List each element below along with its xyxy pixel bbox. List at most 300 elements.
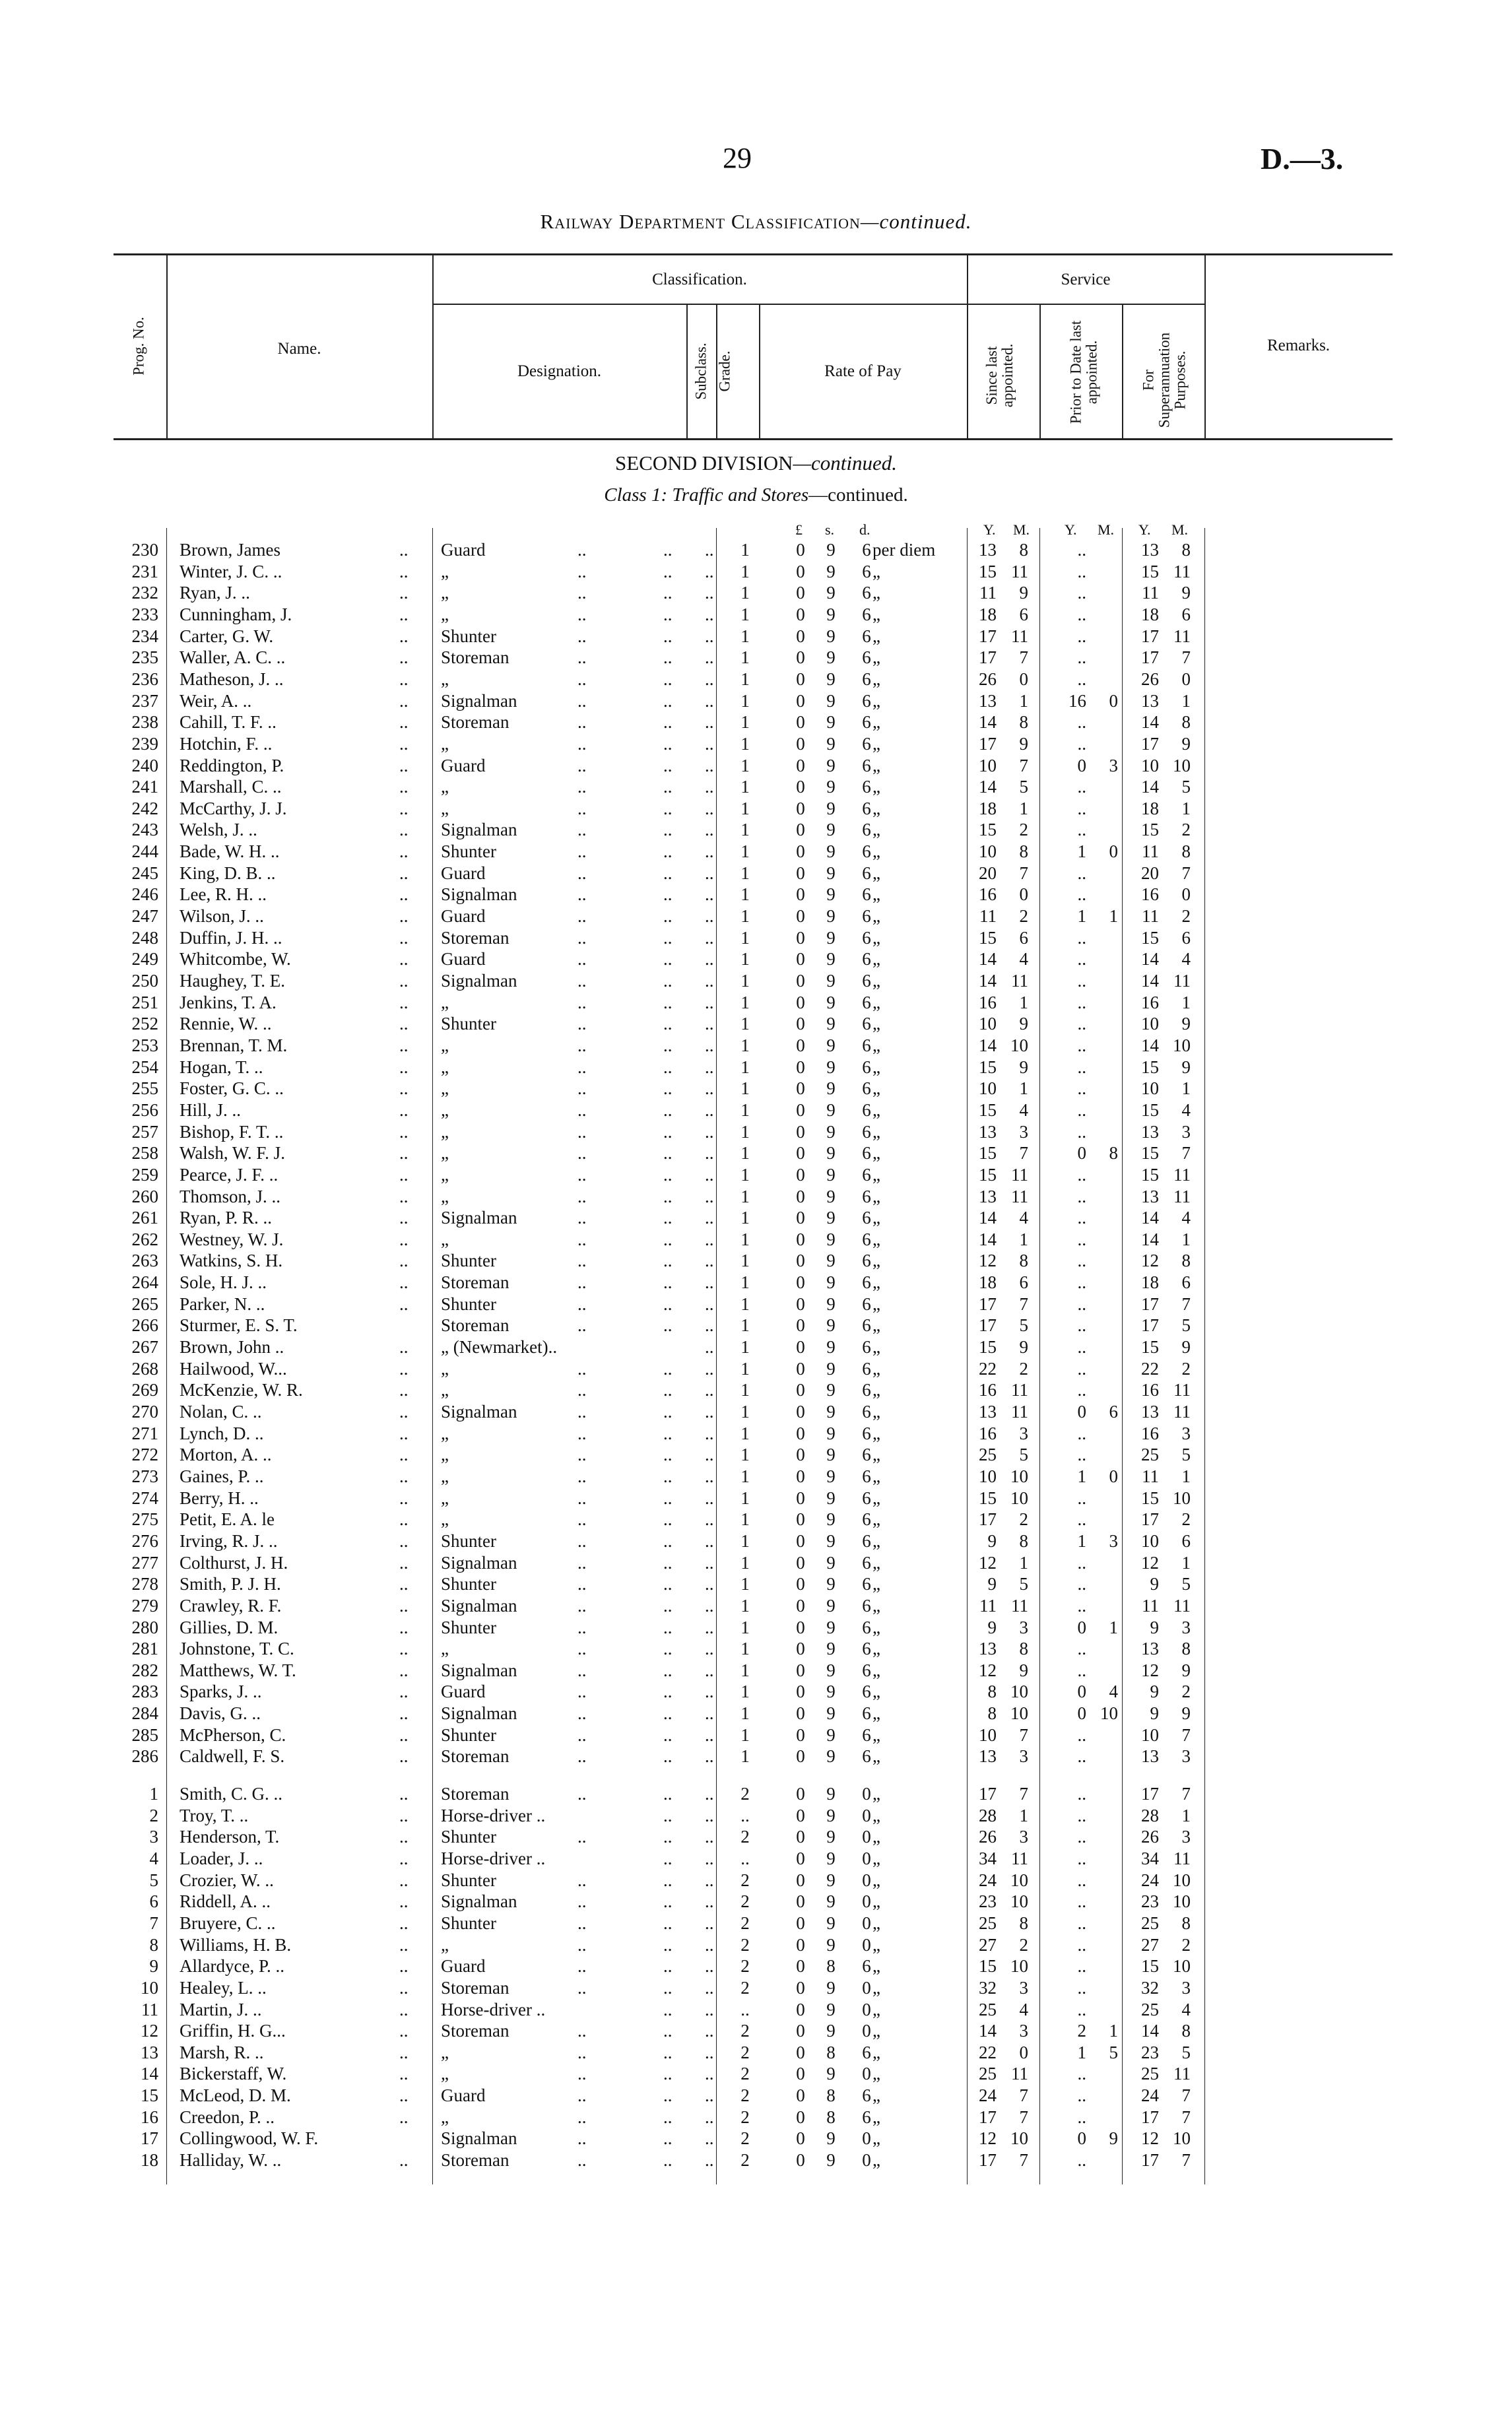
superannuation-years: 10 [1141,1724,1159,1745]
superannuation-months: 5 [1181,1315,1191,1336]
leader-dots: .. [663,583,673,603]
pay-pounds: 0 [796,2064,805,2084]
grade: 1 [740,863,750,883]
leader-dots: .. [663,561,673,581]
pay-shillings: 9 [826,798,836,818]
designation: „ [441,1509,449,1530]
prior-years: .. [1077,2107,1086,2127]
pay-pounds: 0 [796,820,805,840]
prior-years: 0 [1077,1143,1086,1163]
leader-dots: .. [399,2042,409,2062]
superannuation-years: 20 [1141,863,1159,883]
prior-months: 0 [1109,690,1118,711]
leader-dots: .. [663,820,673,840]
table-row [0,1638,1512,1660]
leader-dots: .. [663,1315,673,1336]
since-last-months: 11 [1011,971,1028,991]
prior-years: .. [1077,1746,1086,1767]
designation: „ [441,604,449,624]
pay-period: „ [872,1913,880,1933]
pay-period: „ [872,561,880,581]
prog-number: 278 [131,1574,158,1594]
leader-dots: .. [577,1272,587,1293]
grade: 1 [740,1057,750,1077]
designation: „ [441,1934,449,1955]
class-subtitle [0,484,1512,506]
since-last-months: 9 [1019,1057,1028,1077]
leader-dots: .. [399,1208,409,1228]
pay-period: „ [872,1272,880,1293]
grade: 1 [740,1229,750,1249]
prog-number: 282 [131,1660,158,1680]
prog-number: 15 [141,2085,158,2106]
since-last-months: 1 [1019,1805,1028,1825]
superannuation-years: 17 [1141,1784,1159,1804]
table-row [0,733,1512,755]
leader-dots: .. [705,2107,714,2127]
pay-period: „ [872,1099,880,1120]
pay-pounds: 0 [796,1595,805,1616]
leader-dots: .. [663,2042,673,2062]
prog-number: 243 [131,820,158,840]
staff-name: Welsh, J. .. [180,820,257,840]
since-last-months: 9 [1019,1660,1028,1680]
prior-years: .. [1077,1977,1086,1998]
pay-pounds: 0 [796,626,805,646]
superannuation-months: 2 [1181,906,1191,927]
since-last-years: 13 [979,1746,997,1767]
pay-pence: 6 [862,561,871,581]
leader-dots: .. [663,777,673,797]
grade: 1 [740,1143,750,1163]
superannuation-years: 15 [1141,1337,1159,1358]
since-last-years: 11 [979,1595,997,1616]
leader-dots: .. [577,841,587,862]
prog-number: 18 [141,2150,158,2171]
superannuation-months: 0 [1181,669,1191,689]
pay-period: „ [872,1035,880,1055]
designation: „ [441,2107,449,2127]
prog-number: 256 [131,1099,158,1120]
staff-name: Gillies, D. M. [180,1617,279,1637]
prior-years: .. [1077,1891,1086,1912]
pay-period: „ [872,798,880,818]
pay-period: „ [872,1315,880,1336]
leader-dots: .. [705,1208,714,1228]
pay-period: „ [872,1574,880,1594]
staff-name: Halliday, W. .. [180,2150,282,2171]
prior-years: .. [1077,1848,1086,1868]
prior-years: 1 [1077,1530,1086,1551]
pay-pounds: 0 [796,2042,805,2062]
since-last-months: 1 [1019,1078,1028,1099]
staff-name: Sparks, J. .. [180,1682,262,1702]
designation: Signalman [441,2128,517,2149]
pay-period: „ [872,647,880,668]
pay-period: „ [872,1488,880,1508]
since-last-years: 25 [979,1913,997,1933]
designation: „ [441,2042,449,2062]
pay-pence: 6 [862,971,871,991]
pay-shillings: 9 [826,949,836,969]
staff-name: Lee, R. H. .. [180,884,267,905]
designation: Guard [441,1682,486,1702]
prior-years: .. [1077,863,1086,883]
prior-years: .. [1077,1035,1086,1055]
staff-name: Brown, James [180,540,280,560]
staff-name: Westney, W. J. [180,1229,284,1249]
leader-dots: .. [705,992,714,1012]
leader-dots: .. [399,604,409,624]
pay-shillings: 9 [826,2128,836,2149]
table-row [0,1272,1512,1294]
leader-dots: .. [705,1315,714,1336]
since-last-months: 9 [1019,583,1028,603]
leader-dots: .. [399,712,409,733]
pay-shillings: 9 [826,2021,836,2041]
staff-name: Lynch, D. .. [180,1423,264,1443]
prog-number: 247 [131,906,158,927]
staff-name: Rennie, W. .. [180,1014,272,1034]
staff-name: Wilson, J. .. [180,906,264,927]
since-last-months: 0 [1019,669,1028,689]
pay-pounds: 0 [796,1617,805,1637]
prior-years: .. [1077,2064,1086,2084]
superannuation-months: 2 [1181,1682,1191,1702]
since-last-years: 9 [987,1617,997,1637]
pay-pounds: 0 [796,1380,805,1400]
grade: 1 [740,755,750,775]
pay-period: „ [872,690,880,711]
since-last-months: 3 [1019,1746,1028,1767]
pay-pounds: 0 [796,1703,805,1724]
staff-name: Henderson, T. [180,1827,280,1847]
pay-pounds: 0 [796,1509,805,1530]
leader-dots: .. [577,798,587,818]
prog-number: 252 [131,1014,158,1034]
pay-pence: 6 [862,1402,871,1422]
superannuation-years: 12 [1141,1251,1159,1271]
leader-dots: .. [399,1078,409,1099]
leader-dots: .. [577,583,587,603]
header-classification-rule [432,304,1204,305]
staff-name: Hogan, T. .. [180,1057,263,1077]
designation: Storeman [441,1784,509,1804]
pay-pounds: 0 [796,1035,805,1055]
since-last-years: 17 [979,1784,997,1804]
prior-years: .. [1077,1229,1086,1249]
designation: „ [441,1445,449,1465]
pay-pounds: 0 [796,1848,805,1868]
leader-dots: .. [577,1121,587,1142]
since-last-months: 0 [1019,884,1028,905]
leader-dots: .. [705,2021,714,2041]
leader-dots: .. [399,1574,409,1594]
prior-years: .. [1077,971,1086,991]
pay-shillings: 9 [826,1466,836,1486]
prior-years: .. [1077,1934,1086,1955]
grade: 1 [740,1078,750,1099]
superannuation-years: 24 [1141,1870,1159,1890]
pay-period: „ [872,1827,880,1847]
grade: 1 [740,1251,750,1271]
since-last-years: 15 [979,1488,997,1508]
since-last-years: 15 [979,561,997,581]
pay-pence: 0 [862,1999,871,2019]
since-last-months: 3 [1019,1423,1028,1443]
since-last-years: 17 [979,626,997,646]
header-service: Service [1061,271,1111,288]
leader-dots: .. [577,1827,587,1847]
pay-pounds: 0 [796,2107,805,2127]
page-title [0,210,1512,234]
pay-shillings: 9 [826,1682,836,1702]
pay-pence: 6 [862,777,871,797]
superannuation-years: 27 [1141,1934,1159,1955]
staff-name: Crozier, W. .. [180,1870,274,1890]
pay-pounds: 0 [796,690,805,711]
leader-dots: .. [705,1617,714,1637]
leader-dots: .. [705,604,714,624]
superannuation-months: 11 [1173,1402,1191,1422]
pay-period: „ [872,2085,880,2106]
pay-pence: 6 [862,1186,871,1206]
leader-dots: .. [399,1934,409,1955]
superannuation-years: 25 [1141,1999,1159,2019]
header-rate-of-pay: Rate of Pay [824,362,902,380]
superannuation-years: 23 [1141,2042,1159,2062]
since-last-months: 5 [1019,1574,1028,1594]
pay-pounds: 0 [796,1186,805,1206]
prog-number: 262 [131,1229,158,1249]
prog-number: 232 [131,583,158,603]
pay-pounds: 0 [796,755,805,775]
superannuation-months: 10 [1173,1956,1191,1977]
prog-number: 285 [131,1724,158,1745]
prog-number: 272 [131,1445,158,1465]
since-last-months: 8 [1019,1251,1028,1271]
leader-dots: .. [663,927,673,948]
leader-dots: .. [663,1488,673,1508]
grade: 1 [740,1164,750,1185]
leader-dots: .. [705,1466,714,1486]
unit-months: M. [1171,521,1189,538]
since-last-months: 2 [1019,1509,1028,1530]
superannuation-years: 15 [1141,1956,1159,1977]
division-title-main: SECOND DIVISION [614,451,793,475]
pay-period: „ [872,626,880,646]
pay-pence: 6 [862,1121,871,1142]
prior-years: .. [1077,927,1086,948]
leader-dots: .. [663,1121,673,1142]
superannuation-months: 9 [1181,1014,1191,1034]
prog-number: 265 [131,1294,158,1314]
header-classification: Classification. [652,271,747,288]
pay-pence: 6 [862,2085,871,2106]
prior-years: .. [1077,1870,1086,1890]
grade: 1 [740,1746,750,1767]
since-last-years: 13 [979,690,997,711]
pay-pence: 6 [862,1617,871,1637]
pay-pounds: 0 [796,1315,805,1336]
leader-dots: .. [577,1660,587,1680]
pay-shillings: 9 [826,733,836,754]
table-row [0,841,1512,863]
leader-dots: .. [705,1337,714,1358]
leader-dots: .. [663,1208,673,1228]
leader-dots: .. [399,841,409,862]
since-last-months: 3 [1019,1827,1028,1847]
header-divider [686,304,688,438]
pay-shillings: 9 [826,1509,836,1530]
since-last-years: 12 [979,1552,997,1573]
superannuation-years: 14 [1141,1035,1159,1055]
since-last-years: 15 [979,1956,997,1977]
superannuation-months: 2 [1181,1934,1191,1955]
superannuation-months: 10 [1173,755,1191,775]
pay-shillings: 9 [826,1445,836,1465]
prog-number: 259 [131,1164,158,1185]
leader-dots: .. [663,1552,673,1573]
table-row [0,1870,1512,1891]
superannuation-months: 9 [1181,733,1191,754]
pay-pounds: 0 [796,906,805,927]
leader-dots: .. [663,1827,673,1847]
leader-dots: .. [577,1057,587,1077]
pay-pence: 6 [862,1164,871,1185]
pay-pounds: 0 [796,1466,805,1486]
leader-dots: .. [577,1186,587,1206]
leader-dots: .. [705,561,714,581]
since-last-months: 11 [1011,2064,1028,2084]
table-row [0,2042,1512,2064]
prog-number: 253 [131,1035,158,1055]
leader-dots: .. [663,1956,673,1977]
pay-shillings: 9 [826,777,836,797]
leader-dots: .. [705,1660,714,1680]
since-last-months: 7 [1019,755,1028,775]
staff-name: Nolan, C. .. [180,1402,262,1422]
designation: Signalman [441,1402,517,1422]
pay-period: „ [872,1805,880,1825]
pay-pence: 6 [862,798,871,818]
since-last-months: 8 [1019,712,1028,733]
since-last-years: 12 [979,1660,997,1680]
pay-pence: 6 [862,1337,871,1358]
prog-number: 239 [131,733,158,754]
pay-period: „ [872,1870,880,1890]
designation: Shunter [441,1870,496,1890]
since-last-years: 8 [987,1703,997,1724]
superannuation-years: 9 [1150,1617,1159,1637]
superannuation-years: 13 [1141,1121,1159,1142]
since-last-years: 28 [979,1805,997,1825]
leader-dots: .. [705,1682,714,1702]
table-row [0,1552,1512,1574]
pay-period: „ [872,1848,880,1868]
table-row [0,1660,1512,1682]
designation: Horse-driver .. [441,1805,546,1825]
superannuation-years: 16 [1141,1423,1159,1443]
leader-dots: .. [399,647,409,668]
leader-dots: .. [577,1870,587,1890]
leader-dots: .. [399,1682,409,1702]
since-last-months: 1 [1019,798,1028,818]
pay-shillings: 9 [826,1035,836,1055]
pay-shillings: 9 [826,1703,836,1724]
prog-number: 3 [149,1827,158,1847]
pay-period: „ [872,820,880,840]
leader-dots: .. [399,2064,409,2084]
since-last-years: 32 [979,1977,997,1998]
pay-period: „ [872,1977,880,1998]
pay-shillings: 9 [826,1934,836,1955]
table-row [0,1358,1512,1380]
pay-pence: 0 [862,1891,871,1912]
leader-dots: .. [663,1805,673,1825]
prog-number: 268 [131,1358,158,1379]
superannuation-years: 14 [1141,1208,1159,1228]
prior-years: .. [1077,669,1086,689]
pay-shillings: 9 [826,1164,836,1185]
designation: „ [441,1143,449,1163]
prog-number: 270 [131,1402,158,1422]
grade: 2 [740,1977,750,1998]
leader-dots: .. [577,733,587,754]
pay-period: „ [872,1402,880,1422]
since-last-months: 10 [1010,1035,1028,1055]
leader-dots: .. [577,1891,587,1912]
superannuation-years: 25 [1141,1913,1159,1933]
table-row [0,1466,1512,1488]
grade: 1 [740,1682,750,1702]
staff-name: Watkins, S. H. [180,1251,283,1271]
pay-pounds: 0 [796,1294,805,1314]
since-last-months: 3 [1019,1121,1028,1142]
leader-dots: .. [663,863,673,883]
prog-number: 5 [149,1870,158,1890]
staff-name: Collingwood, W. F. [180,2128,319,2149]
leader-dots: .. [705,1956,714,1977]
superannuation-years: 17 [1141,2107,1159,2127]
leader-dots: .. [399,992,409,1012]
leader-dots: .. [577,1595,587,1616]
pay-pounds: 0 [796,1870,805,1890]
leader-dots: .. [577,1014,587,1034]
pay-pounds: 0 [796,1337,805,1358]
designation: Storeman [441,1977,509,1998]
leader-dots: .. [705,1402,714,1422]
prog-number: 2 [149,1805,158,1825]
designation: Signalman [441,820,517,840]
staff-name: Ryan, J. .. [180,583,250,603]
table-row [0,711,1512,733]
pay-pounds: 0 [796,1099,805,1120]
pay-pence: 6 [862,1315,871,1336]
leader-dots: .. [399,1999,409,2019]
superannuation-months: 6 [1181,1530,1191,1551]
leader-dots: .. [399,1746,409,1767]
prior-months: 3 [1109,1530,1118,1551]
table-row [0,582,1512,604]
prior-years: .. [1077,1294,1086,1314]
grade: 1 [740,583,750,603]
staff-name: Haughey, T. E. [180,971,285,991]
table-row [0,647,1512,669]
table-row [0,755,1512,777]
table-row [0,1250,1512,1272]
prog-number: 240 [131,755,158,775]
